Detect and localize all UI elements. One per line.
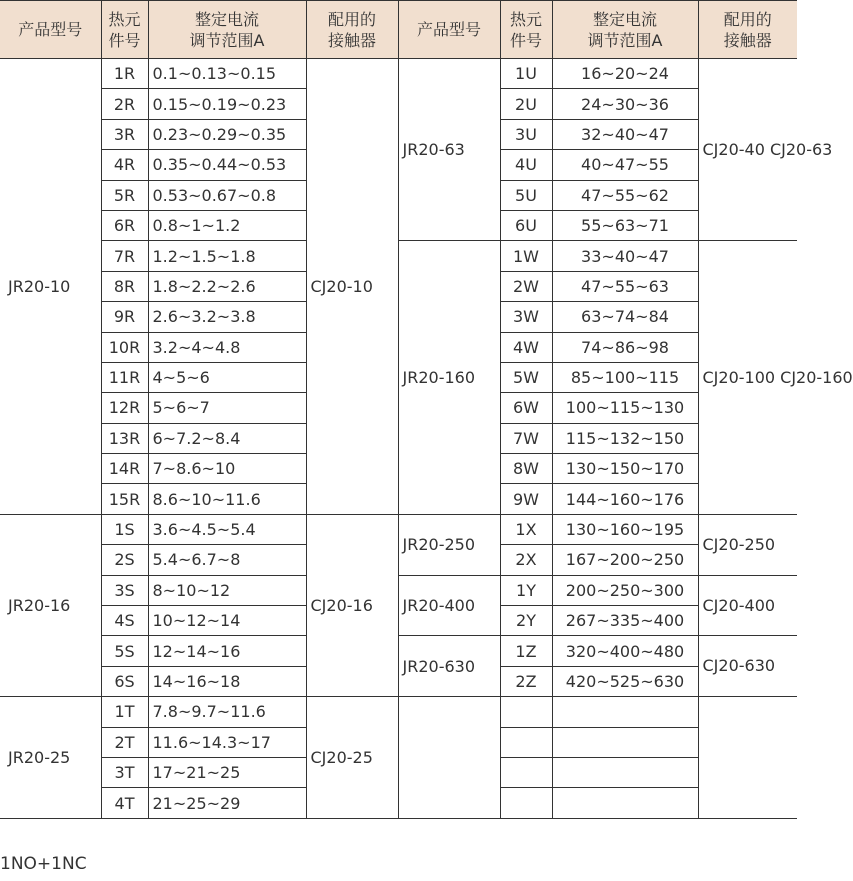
range-cell: 0.35~0.44~0.53 — [148, 150, 306, 180]
model-cell: JR20-16 — [0, 514, 101, 696]
range-cell: 130~150~170 — [552, 454, 698, 484]
element-no-cell: 13R — [101, 423, 148, 453]
contactor-cell: CJ20-400 — [698, 575, 797, 636]
table-row — [0, 636, 797, 666]
range-cell: 1.8~2.2~2.6 — [148, 271, 306, 301]
element-no-cell: 1U — [500, 59, 552, 89]
header-model: 产品型号 — [0, 1, 101, 59]
element-no-cell: 7W — [500, 423, 552, 453]
range-cell: 33~40~47 — [552, 241, 698, 271]
range-cell: 5.4~6.7~8 — [148, 545, 306, 575]
range-cell: 2.6~3.2~3.8 — [148, 302, 306, 332]
element-no-cell: 9R — [101, 302, 148, 332]
range-cell: 5~6~7 — [148, 393, 306, 423]
range-cell: 17~21~25 — [148, 757, 306, 787]
table-row — [0, 514, 797, 544]
contactor-cell: CJ20-25 — [306, 697, 398, 819]
element-no-cell: 4W — [500, 332, 552, 362]
model-cell: JR20-250 — [398, 514, 500, 575]
range-cell: 100~115~130 — [552, 393, 698, 423]
element-no-cell: 3R — [101, 119, 148, 149]
element-no-cell: 5U — [500, 180, 552, 210]
contactor-cell: CJ20-40 CJ20-63 — [698, 59, 797, 241]
element-no-cell: 2R — [101, 89, 148, 119]
table-row — [0, 575, 797, 605]
element-no-cell: 9W — [500, 484, 552, 514]
range-cell: 0.15~0.19~0.23 — [148, 89, 306, 119]
empty-cell — [500, 788, 552, 818]
model-cell: JR20-63 — [398, 59, 500, 241]
element-no-cell: 15R — [101, 484, 148, 514]
header-contactor: 配用的 接触器 — [698, 1, 797, 59]
empty-cell — [500, 697, 552, 727]
range-cell: 7.8~9.7~11.6 — [148, 697, 306, 727]
range-cell: 115~132~150 — [552, 423, 698, 453]
element-no-cell: 8R — [101, 271, 148, 301]
range-cell: 85~100~115 — [552, 362, 698, 392]
range-cell: 0.1~0.13~0.15 — [148, 59, 306, 89]
element-no-cell: 2S — [101, 545, 148, 575]
range-cell: 12~14~16 — [148, 636, 306, 666]
element-no-cell: 6U — [500, 210, 552, 240]
element-no-cell: 6R — [101, 210, 148, 240]
element-no-cell: 14R — [101, 454, 148, 484]
element-no-cell: 6S — [101, 666, 148, 696]
range-cell: 6~7.2~8.4 — [148, 423, 306, 453]
range-cell: 74~86~98 — [552, 332, 698, 362]
range-cell: 14~16~18 — [148, 666, 306, 696]
table-row — [0, 697, 797, 727]
range-cell: 32~40~47 — [552, 119, 698, 149]
model-cell: JR20-25 — [0, 697, 101, 819]
model-cell: JR20-630 — [398, 636, 500, 697]
range-cell: 144~160~176 — [552, 484, 698, 514]
range-cell: 0.8~1~1.2 — [148, 210, 306, 240]
range-cell: 40~47~55 — [552, 150, 698, 180]
element-no-cell: 11R — [101, 362, 148, 392]
header-model: 产品型号 — [398, 1, 500, 59]
range-cell: 420~525~630 — [552, 666, 698, 696]
element-no-cell: 2Z — [500, 666, 552, 696]
range-cell: 24~30~36 — [552, 89, 698, 119]
range-cell: 8.6~10~11.6 — [148, 484, 306, 514]
range-cell: 55~63~71 — [552, 210, 698, 240]
range-cell: 3.2~4~4.8 — [148, 332, 306, 362]
empty-cell — [500, 757, 552, 787]
model-cell: JR20-160 — [398, 241, 500, 515]
element-no-cell: 5R — [101, 180, 148, 210]
footnote: 1NO+1NC — [0, 854, 87, 874]
empty-cell — [552, 697, 698, 727]
header-current-range: 整定电流 调节范围A — [148, 1, 306, 59]
range-cell: 200~250~300 — [552, 575, 698, 605]
range-cell: 3.6~4.5~5.4 — [148, 514, 306, 544]
element-no-cell: 3W — [500, 302, 552, 332]
element-no-cell: 4S — [101, 606, 148, 636]
element-no-cell: 2Y — [500, 606, 552, 636]
contactor-cell: CJ20-16 — [306, 514, 398, 696]
element-no-cell: 1Y — [500, 575, 552, 605]
table-row — [0, 59, 797, 89]
range-cell: 7~8.6~10 — [148, 454, 306, 484]
element-no-cell: 1W — [500, 241, 552, 271]
contactor-cell: CJ20-250 — [698, 514, 797, 575]
range-cell: 1.2~1.5~1.8 — [148, 241, 306, 271]
element-no-cell: 6W — [500, 393, 552, 423]
range-cell: 47~55~62 — [552, 180, 698, 210]
element-no-cell: 2W — [500, 271, 552, 301]
table-row — [0, 241, 797, 271]
element-no-cell: 1S — [101, 514, 148, 544]
range-cell: 130~160~195 — [552, 514, 698, 544]
element-no-cell: 2U — [500, 89, 552, 119]
element-no-cell: 3S — [101, 575, 148, 605]
contactor-cell: CJ20-10 — [306, 59, 398, 515]
empty-cell — [698, 697, 797, 819]
empty-cell — [398, 697, 500, 819]
empty-cell — [500, 727, 552, 757]
header-contactor: 配用的 接触器 — [306, 1, 398, 59]
range-cell: 47~55~63 — [552, 271, 698, 301]
element-no-cell: 5S — [101, 636, 148, 666]
range-cell: 4~5~6 — [148, 362, 306, 392]
element-no-cell: 2T — [101, 727, 148, 757]
element-no-cell: 8W — [500, 454, 552, 484]
element-no-cell: 10R — [101, 332, 148, 362]
range-cell: 0.23~0.29~0.35 — [148, 119, 306, 149]
header-current-range: 整定电流 调节范围A — [552, 1, 698, 59]
element-no-cell: 7R — [101, 241, 148, 271]
element-no-cell: 3U — [500, 119, 552, 149]
empty-cell — [552, 788, 698, 818]
element-no-cell: 4U — [500, 150, 552, 180]
range-cell: 0.53~0.67~0.8 — [148, 180, 306, 210]
range-cell: 63~74~84 — [552, 302, 698, 332]
element-no-cell: 1R — [101, 59, 148, 89]
range-cell: 21~25~29 — [148, 788, 306, 818]
empty-cell — [552, 757, 698, 787]
empty-cell — [552, 727, 698, 757]
element-no-cell: 1X — [500, 514, 552, 544]
element-no-cell: 4T — [101, 788, 148, 818]
element-no-cell: 1T — [101, 697, 148, 727]
range-cell: 11.6~14.3~17 — [148, 727, 306, 757]
element-no-cell: 2X — [500, 545, 552, 575]
model-cell: JR20-10 — [0, 59, 101, 515]
range-cell: 320~400~480 — [552, 636, 698, 666]
range-cell: 8~10~12 — [148, 575, 306, 605]
header-row — [0, 1, 797, 59]
contactor-cell: CJ20-630 — [698, 636, 797, 697]
header-element-no: 热元 件号 — [101, 1, 148, 59]
header-element-no: 热元 件号 — [500, 1, 552, 59]
model-cell: JR20-400 — [398, 575, 500, 636]
range-cell: 167~200~250 — [552, 545, 698, 575]
range-cell: 267~335~400 — [552, 606, 698, 636]
element-no-cell: 3T — [101, 757, 148, 787]
element-no-cell: 5W — [500, 362, 552, 392]
element-no-cell: 1Z — [500, 636, 552, 666]
element-no-cell: 12R — [101, 393, 148, 423]
range-cell: 16~20~24 — [552, 59, 698, 89]
range-cell: 10~12~14 — [148, 606, 306, 636]
contactor-cell: CJ20-100 CJ20-160 — [698, 241, 797, 515]
element-no-cell: 4R — [101, 150, 148, 180]
